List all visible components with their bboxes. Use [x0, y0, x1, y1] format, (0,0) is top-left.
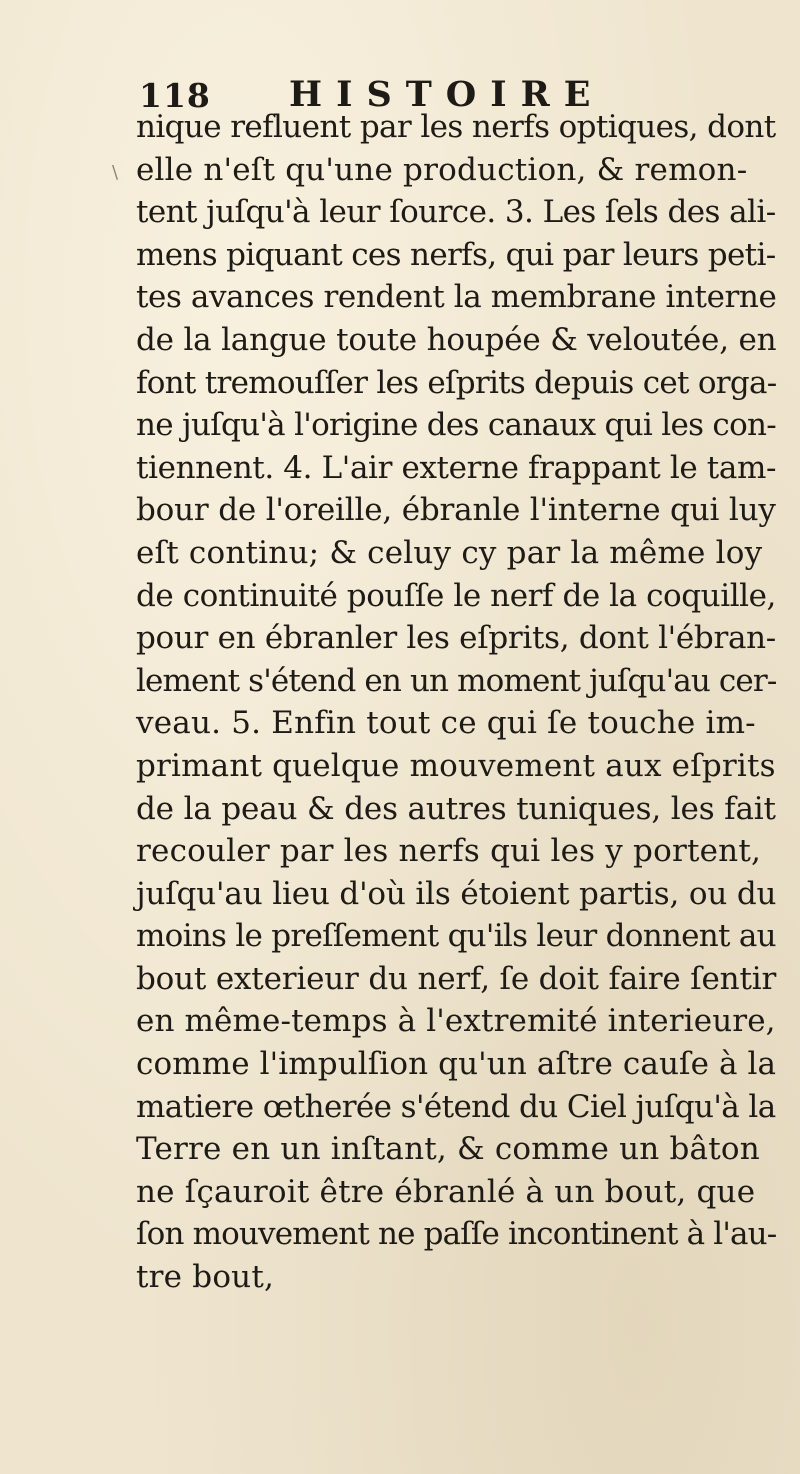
text-line: tiennent. 4. L'air externe frappant le tam- [136, 449, 777, 486]
text-line: elle n'eſt qu'une production, & remon- [136, 151, 748, 188]
text-line: lement s'étend en un moment juſqu'au cer- [136, 662, 777, 699]
text-line: tre bout, [136, 1259, 275, 1296]
text-line: primant quelque mouvement aux eſprits [136, 747, 776, 784]
text-line: nique refluent par les nerfs optiques, dont [136, 109, 776, 145]
running-title: HISTOIRE [289, 74, 605, 115]
text-line: mens piquant ces nerfs, qui par leurs peti- [136, 236, 776, 273]
text-line: en même-temps à l'extremité interieure, [136, 1003, 776, 1040]
text-line: de la langue toute houpée & veloutée, en [136, 321, 777, 358]
text-line: ſon mouvement ne paſſe incontinent à l'au- [136, 1216, 777, 1253]
text-line: de continuité pouſſe le nerf de la coquille, [136, 577, 776, 614]
text-line: ne juſqu'à l'origine des canaux qui les con- [136, 407, 777, 444]
page-number: 118 [139, 76, 211, 115]
body-text [136, 106, 776, 1299]
text-line: tent juſqu'à leur ſource. 3. Les ſels des ali- [136, 194, 776, 231]
text-line: moins le preſſement qu'ils leur donnent au [136, 918, 776, 955]
text-line: pour en ébranler les eſprits, dont l'ébran- [136, 620, 776, 657]
text-line: tes avances rendent la membrane interne [136, 279, 777, 316]
text-line: de la peau & des autres tuniques, les fait [136, 790, 776, 827]
text-line: ne ſçauroit être ébranlé à un bout, que [136, 1173, 756, 1210]
text-line: recouler par les nerfs qui les y portent, [136, 833, 762, 870]
margin-stray-mark: \ [112, 162, 119, 183]
text-line: comme l'impulſion qu'un aſtre cauſe à la [136, 1046, 777, 1083]
text-line: juſqu'au lieu d'où ils étoient partis, ou du [136, 875, 777, 912]
text-line: eſt continu; & celuy cy par la même loy [136, 534, 763, 571]
text-line: matiere œtherée s'étend du Ciel juſqu'à la [136, 1088, 776, 1125]
text-line: bour de l'oreille, ébranle l'interne qui luy [136, 492, 776, 529]
text-line: veau. 5. Enfin tout ce qui ſe touche im- [136, 705, 756, 742]
text-line: Terre en un inſtant, & comme un bâton [136, 1131, 760, 1168]
text-line: font tremouſſer les eſprits depuis cet orga- [136, 364, 777, 401]
text-line: bout exterieur du nerf, ſe doit faire ſentir [136, 960, 777, 997]
